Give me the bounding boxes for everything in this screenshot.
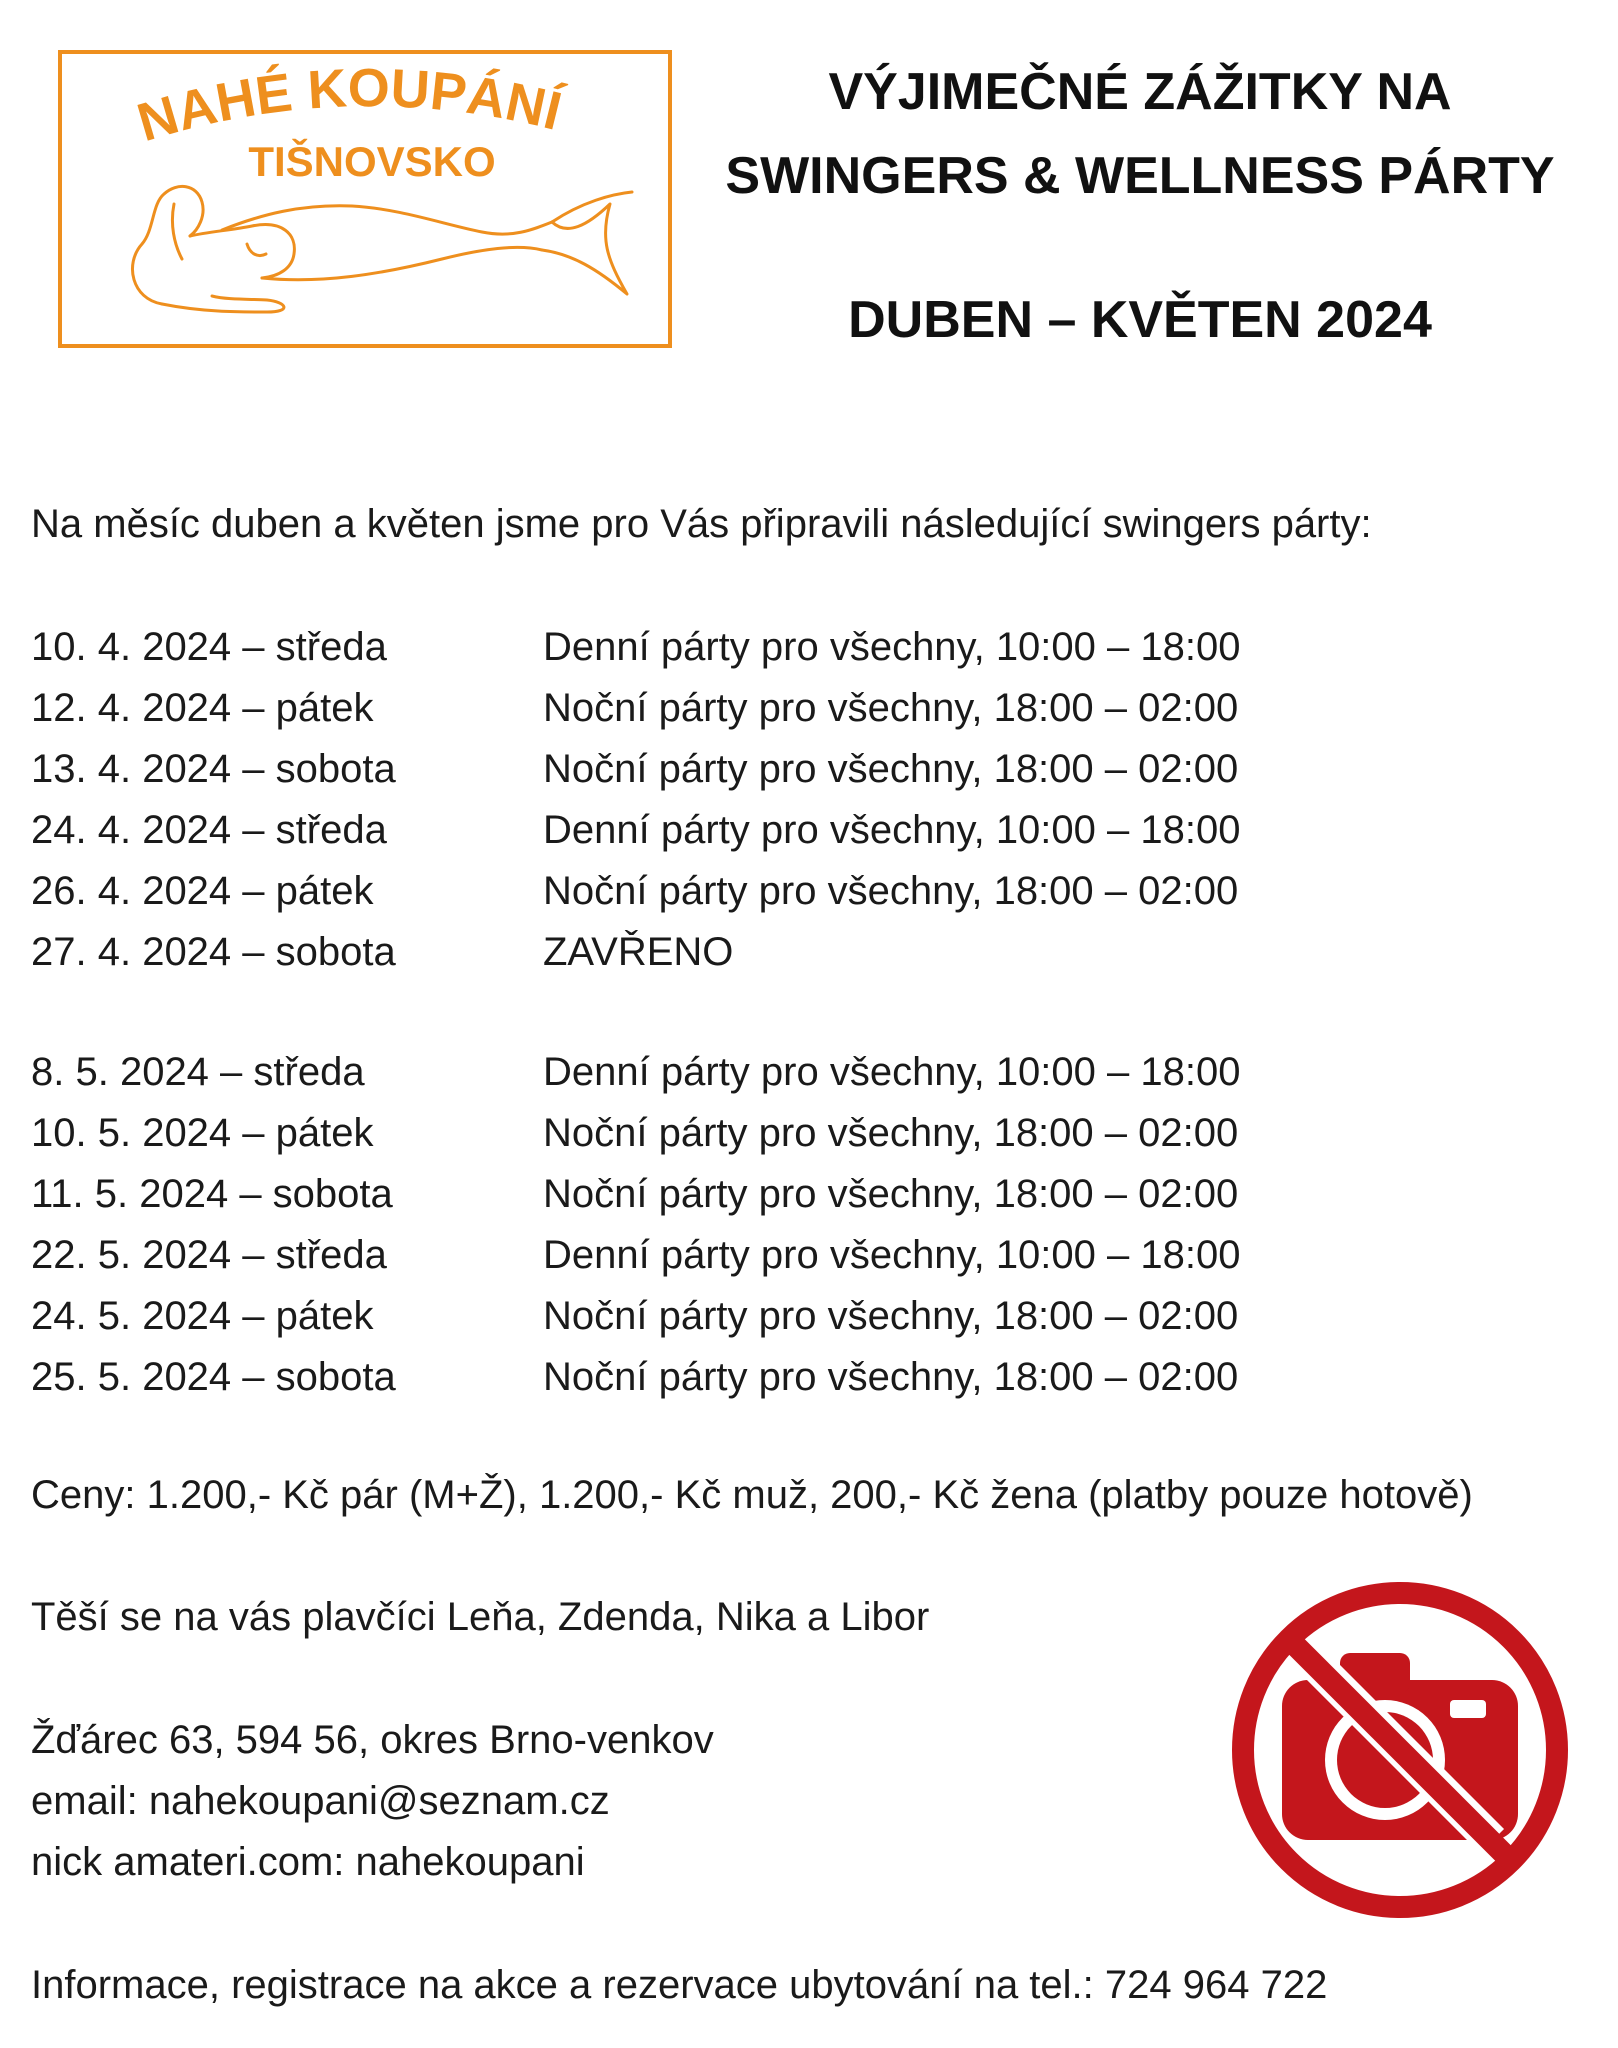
greeting-text: Těší se na vás plavčíci Leňa, Zdenda, Nika a Libor <box>31 1595 930 1639</box>
schedule-event: Noční párty pro všechny, 18:00 – 02:00 <box>543 869 1239 913</box>
schedule-date: 27. 4. 2024 – sobota <box>31 930 396 974</box>
schedule-event: Noční párty pro všechny, 18:00 – 02:00 <box>543 686 1239 730</box>
logo-title: NAHÉ KOUPÁNÍ <box>130 58 568 154</box>
header <box>700 50 1580 362</box>
no-camera-icon <box>1225 1575 1575 1930</box>
schedule-date: 10. 4. 2024 – středa <box>31 625 387 669</box>
title-line-1: VÝJIMEČNÉ ZÁŽITKY NA <box>828 63 1452 121</box>
schedule-date: 26. 4. 2024 – pátek <box>31 869 374 913</box>
schedule-event: Denní párty pro všechny, 10:00 – 18:00 <box>543 1233 1241 1277</box>
address-text: Žďárec 63, 594 56, okres Brno-venkov <box>31 1718 714 1762</box>
schedule-date: 25. 5. 2024 – sobota <box>31 1355 396 1399</box>
info-text: Informace, registrace na akce a rezervace ubytování na tel.: 724 964 722 <box>31 1963 1328 2007</box>
nick-text: nick amateri.com: nahekoupani <box>31 1840 585 1884</box>
prices-text: Ceny: 1.200,- Kč pár (M+Ž), 1.200,- Kč muž, 200,- Kč žena (platby pouze hotově) <box>31 1473 1473 1517</box>
logo-subtitle: TIŠNOVSKO <box>248 138 496 185</box>
schedule-event: ZAVŘENO <box>543 930 734 974</box>
schedule-event: Denní párty pro všechny, 10:00 – 18:00 <box>543 808 1241 852</box>
schedule-date: 22. 5. 2024 – středa <box>31 1233 387 1277</box>
intro-text: Na měsíc duben a květen jsme pro Vás připravili následující swingers párty: <box>31 502 1372 546</box>
subtitle: DUBEN – KVĚTEN 2024 <box>848 291 1432 349</box>
schedule-event: Noční párty pro všechny, 18:00 – 02:00 <box>543 1294 1239 1338</box>
email-text: email: nahekoupani@seznam.cz <box>31 1779 610 1823</box>
logo <box>58 50 672 348</box>
schedule-event: Noční párty pro všechny, 18:00 – 02:00 <box>543 747 1239 791</box>
mermaid-logo-art <box>62 54 668 344</box>
schedule-event: Noční párty pro všechny, 18:00 – 02:00 <box>543 1172 1239 1216</box>
schedule-event: Noční párty pro všechny, 18:00 – 02:00 <box>543 1355 1239 1399</box>
schedule-date: 12. 4. 2024 – pátek <box>31 686 374 730</box>
schedule-date: 13. 4. 2024 – sobota <box>31 747 396 791</box>
schedule-event: Noční párty pro všechny, 18:00 – 02:00 <box>543 1111 1239 1155</box>
schedule-date: 11. 5. 2024 – sobota <box>31 1172 393 1216</box>
schedule-date: 10. 5. 2024 – pátek <box>31 1111 374 1155</box>
schedule-event: Denní párty pro všechny, 10:00 – 18:00 <box>543 625 1241 669</box>
schedule-date: 24. 4. 2024 – středa <box>31 808 387 852</box>
title-line-2: SWINGERS & WELLNESS PÁRTY <box>725 147 1555 205</box>
schedule-date: 8. 5. 2024 – středa <box>31 1050 365 1094</box>
schedule-date: 24. 5. 2024 – pátek <box>31 1294 374 1338</box>
mermaid-illustration <box>132 186 632 312</box>
schedule-event: Denní párty pro všechny, 10:00 – 18:00 <box>543 1050 1241 1094</box>
